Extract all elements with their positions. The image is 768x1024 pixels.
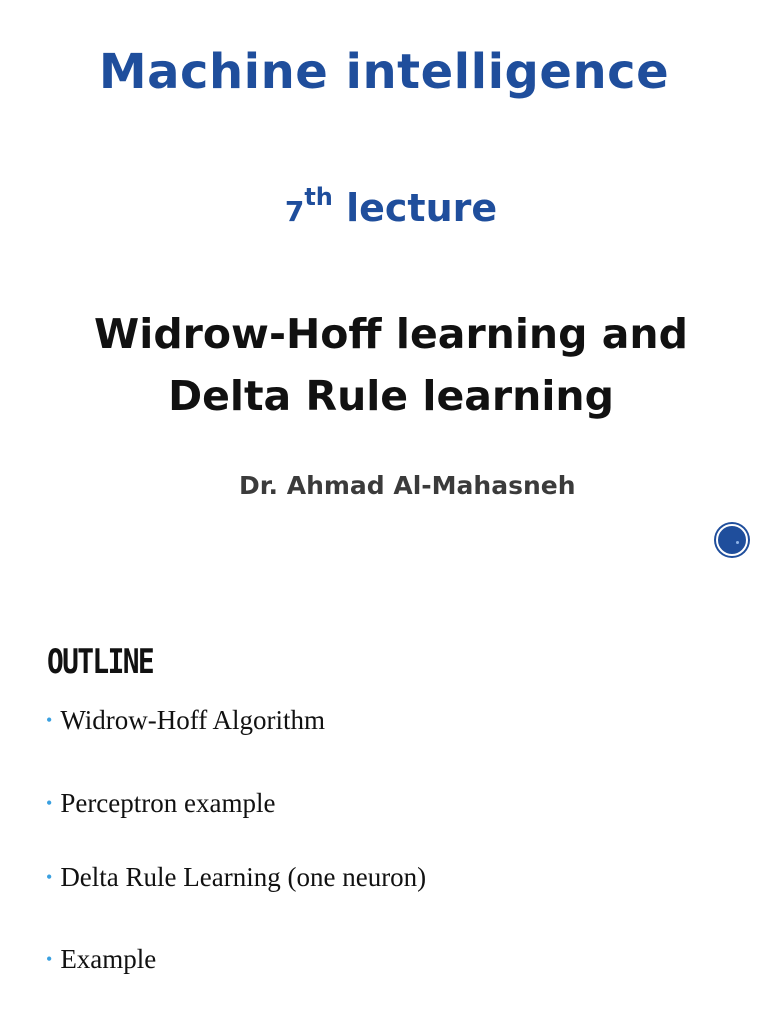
outline-slide <box>0 600 768 1024</box>
lecture-number: 7 <box>284 195 305 228</box>
slide-nav-button[interactable] <box>716 524 748 556</box>
lecture-number-line <box>0 182 768 238</box>
bullet-icon: • <box>46 867 53 887</box>
author-name: Dr. Ahmad Al-Mahasneh <box>239 471 576 500</box>
bullet-icon: • <box>46 949 53 969</box>
list-item-label: Example <box>60 944 157 974</box>
list-item <box>46 700 325 740</box>
topic-title-line-1: Widrow-Hoff learning and <box>94 310 688 358</box>
list-item-label: Widrow-Hoff Algorithm <box>60 705 325 735</box>
lecture-number-suffix: th <box>304 183 333 211</box>
topic-title <box>0 303 768 427</box>
bullet-icon: • <box>46 793 53 813</box>
bullet-icon: • <box>46 710 53 730</box>
outline-heading: OUTLINE <box>47 642 154 682</box>
list-item-label: Perceptron example <box>60 788 276 818</box>
topic-title-line-2: Delta Rule learning <box>168 372 614 420</box>
lecture-word: lecture <box>346 186 498 230</box>
list-item <box>46 783 275 823</box>
list-item-label: Delta Rule Learning (one neuron) <box>60 862 427 892</box>
list-item <box>46 939 156 979</box>
course-title: Machine intelligence <box>98 44 670 100</box>
nav-dot-icon <box>736 541 739 544</box>
list-item <box>46 857 426 897</box>
